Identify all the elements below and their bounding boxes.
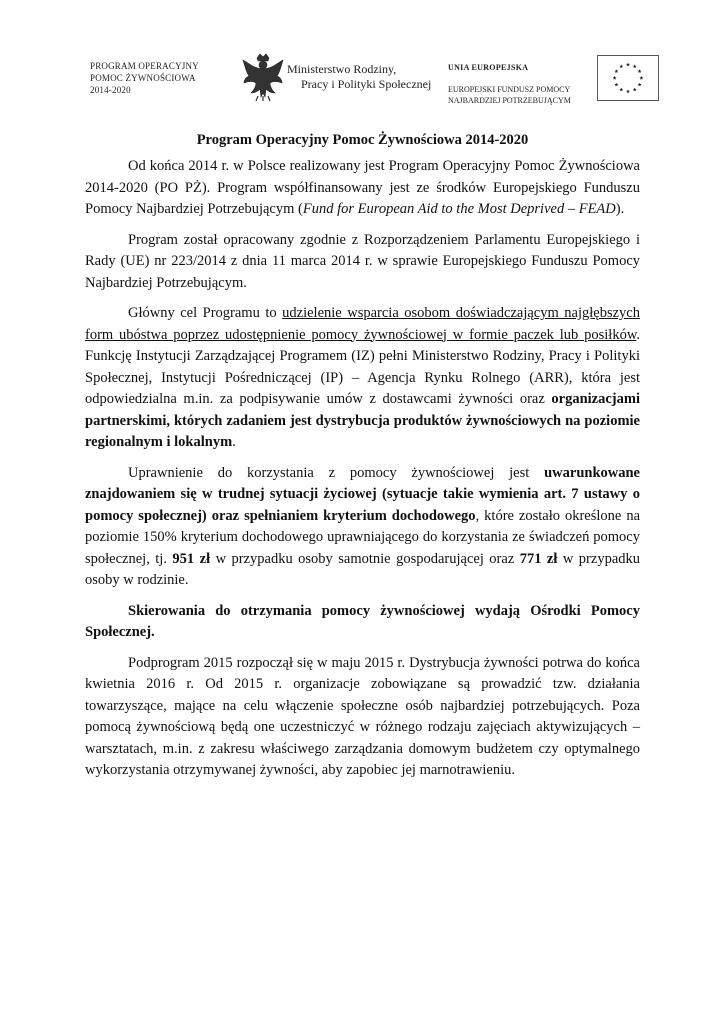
eu-star-icon [619, 87, 623, 91]
amount-family-person: 771 zł [519, 550, 558, 567]
ministry-name-line2: Pracy i Polityki Społecznej [301, 77, 432, 91]
document-title: Program Operacyjny Pomoc Żywnościowa 2014-2020 [196, 132, 529, 148]
program-name-line2: POMOC ŻYWNOŚCIOWA [90, 73, 196, 83]
eu-star-icon [633, 64, 637, 68]
program-years: 2014-2020 [90, 85, 131, 95]
paragraph-intro-end: ). [615, 201, 625, 217]
paragraph-goal-start: Główny cel Programu to [128, 305, 283, 321]
paragraph-subprogram-2015: Podprogram 2015 rozpoczął się w maju 2015 r. Dystrybucja żywności potrwa do końca kwietnia 2016 r. Od 2015 r. organizacje zobowiązane są prowadzić tzw. działania towarzyszące, mające na celu włączenie społeczne osób najbardziej potrzebujących. Poza pomocą żywnościową będą one uczestniczyć w różnego rodzaju zajęciach aktywizujących – warsztatach, m.in. z zakresu właściwego zarządzania domowym budżetem czy optymalnego wykorzystania otrzymywanej żywności, aby zapobiec jej marnotrawieniu. [85, 654, 640, 778]
program-logo-text [90, 60, 240, 96]
fund-name-line2: NAJBARDZIEJ POTRZEBUJĄCYM [448, 96, 571, 105]
eligibility-between: w przypadku osoby samotnie gospodarującej oraz [210, 550, 520, 567]
eu-label: UNIA EUROPEJSKA [448, 63, 529, 72]
page-header [0, 0, 725, 110]
fead-full-name: Fund for European Aid to the Most Deprived – FEAD [302, 201, 616, 217]
eu-fund-text [448, 62, 571, 106]
ministry-name-line1: Ministerstwo Rodziny, [287, 62, 397, 76]
eu-star-icon [614, 83, 618, 87]
eu-star-icon [626, 63, 630, 67]
amount-single-person: 951 zł [172, 550, 211, 567]
eligibility-end: w przypadku osoby w rodzinie. [85, 550, 640, 588]
eu-star-icon [633, 87, 637, 91]
eu-star-icon [638, 83, 642, 87]
eligibility-middle: , które zostało określone na poziomie 150% kryterium dochodowego uprawniającego do korzystania ze świadczeń pomocy społecznej, tj. [85, 507, 641, 567]
eu-flag-icon [597, 55, 659, 101]
eu-star-icon [638, 69, 642, 73]
ministry-name [287, 62, 431, 92]
program-goal-underlined: udzielenie wsparcia osobom doświadczającym najgłębszych form ubóstwa poprzez udostępnienie pomocy żywnościowej w formie paczek lub posiłków [85, 305, 640, 343]
eu-star-icon [614, 69, 618, 73]
fund-name-line1: EUROPEJSKI FUNDUSZ POMOCY [448, 85, 571, 94]
eu-star-icon [639, 76, 643, 80]
paragraph-goal-end: . [232, 434, 236, 450]
partner-organizations-bold: organizacjami partnerskimi, których zadaniem jest dystrybucja produktów żywnościowych na poziomie regionalnym i lokalnym [85, 391, 640, 450]
paragraph-goal-middle: . Funkcję Instytucji Zarządzającej Programem (IZ) pełni Ministerstwo Rodziny, Pracy i Polityki Społecznej, Instytucji Pośredniczącej (IP) – Agencja Rynku Rolnego (ARR), która jest odpowiedzialna m.in. za podpisywanie umów z dostawcami żywności oraz [85, 326, 640, 407]
eligibility-start: Uprawnienie do korzystania z pomocy żywnościowej jest [128, 464, 545, 481]
polish-eagle-emblem-icon [240, 52, 286, 102]
paragraph-eligibility [85, 463, 640, 592]
paragraph-intro [85, 156, 640, 221]
paragraph-referrals: Skierowania do otrzymania pomocy żywnościowej wydają Ośrodki Pomocy Społecznej. [85, 602, 640, 640]
paragraph-regulation: Program został opracowany zgodnie z Rozporządzeniem Parlamentu Europejskiego i Rady (UE) nr 223/2014 z dnia 11 marca 2014 r. w sprawie Europejskiego Funduszu Pomocy Najbardziej Potrzebującym. [85, 231, 640, 291]
eu-star-icon [613, 76, 617, 80]
document-body [85, 130, 640, 791]
paragraph-goal [85, 303, 640, 454]
eu-star-icon [619, 64, 623, 68]
paragraph-intro-text: Od końca 2014 r. w Polsce realizowany jest Program Operacyjny Pomoc Żywnościowa 2014-2020 (PO PŻ). Program współfinansowany jest ze środków Europejskiego Funduszu Pomocy Najbardziej Potrzebującym ( [85, 158, 640, 217]
program-name-line1: PROGRAM OPERACYJNY [90, 61, 199, 71]
eligibility-condition-bold: uwarunkowane znajdowaniem się w trudnej sytuacji życiowej (sytuacje takie wymienia art. 7 ustawy o pomocy społecznej) oraz spełnianiem kryterium dochodowego [85, 464, 640, 524]
eu-star-icon [626, 89, 630, 93]
